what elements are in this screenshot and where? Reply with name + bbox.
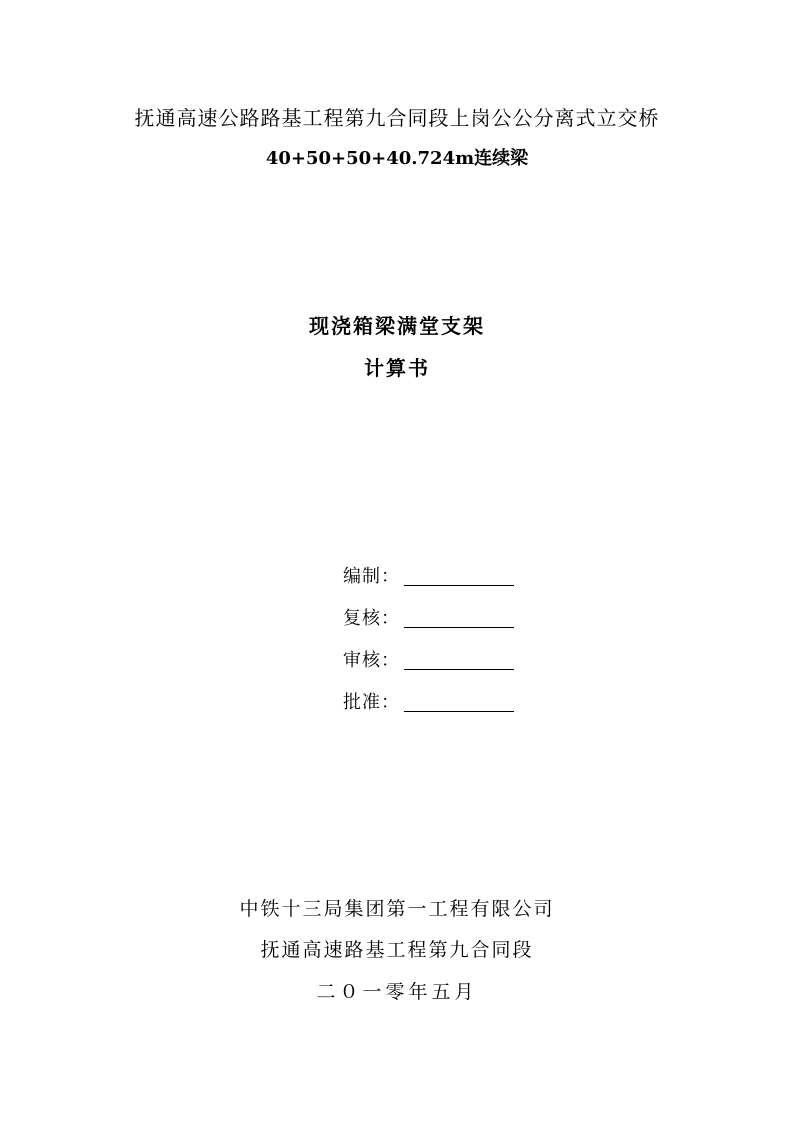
signature-row-reviewed: [343, 606, 514, 628]
signature-line-prepared[interactable]: [404, 565, 514, 586]
signature-line-reviewed[interactable]: [404, 607, 514, 628]
signature-label-audited: 审核：: [343, 650, 400, 671]
project-subtitle: 40+50+50+40.724m连续梁: [265, 148, 529, 169]
signature-row-approved: [343, 690, 514, 712]
footer-department: 抚通高速路基工程第九合同段: [260, 939, 534, 961]
signature-row-prepared: [343, 564, 514, 586]
document-subtitle: 计算书: [364, 356, 430, 380]
signature-row-audited: [343, 648, 514, 670]
signature-line-approved[interactable]: [404, 691, 514, 712]
signature-label-approved: 批准：: [343, 692, 400, 713]
footer-date: 二０一零年五月: [316, 981, 478, 1003]
project-title: 抚通高速公路路基工程第九合同段上岗公公分离式立交桥: [134, 106, 660, 130]
signature-label-prepared: 编制：: [343, 566, 400, 587]
signature-line-audited[interactable]: [404, 649, 514, 670]
document-title: 现浇箱梁满堂支架: [309, 314, 485, 338]
footer-organization: 中铁十三局集团第一工程有限公司: [239, 898, 555, 920]
signature-label-reviewed: 复核：: [343, 608, 400, 629]
